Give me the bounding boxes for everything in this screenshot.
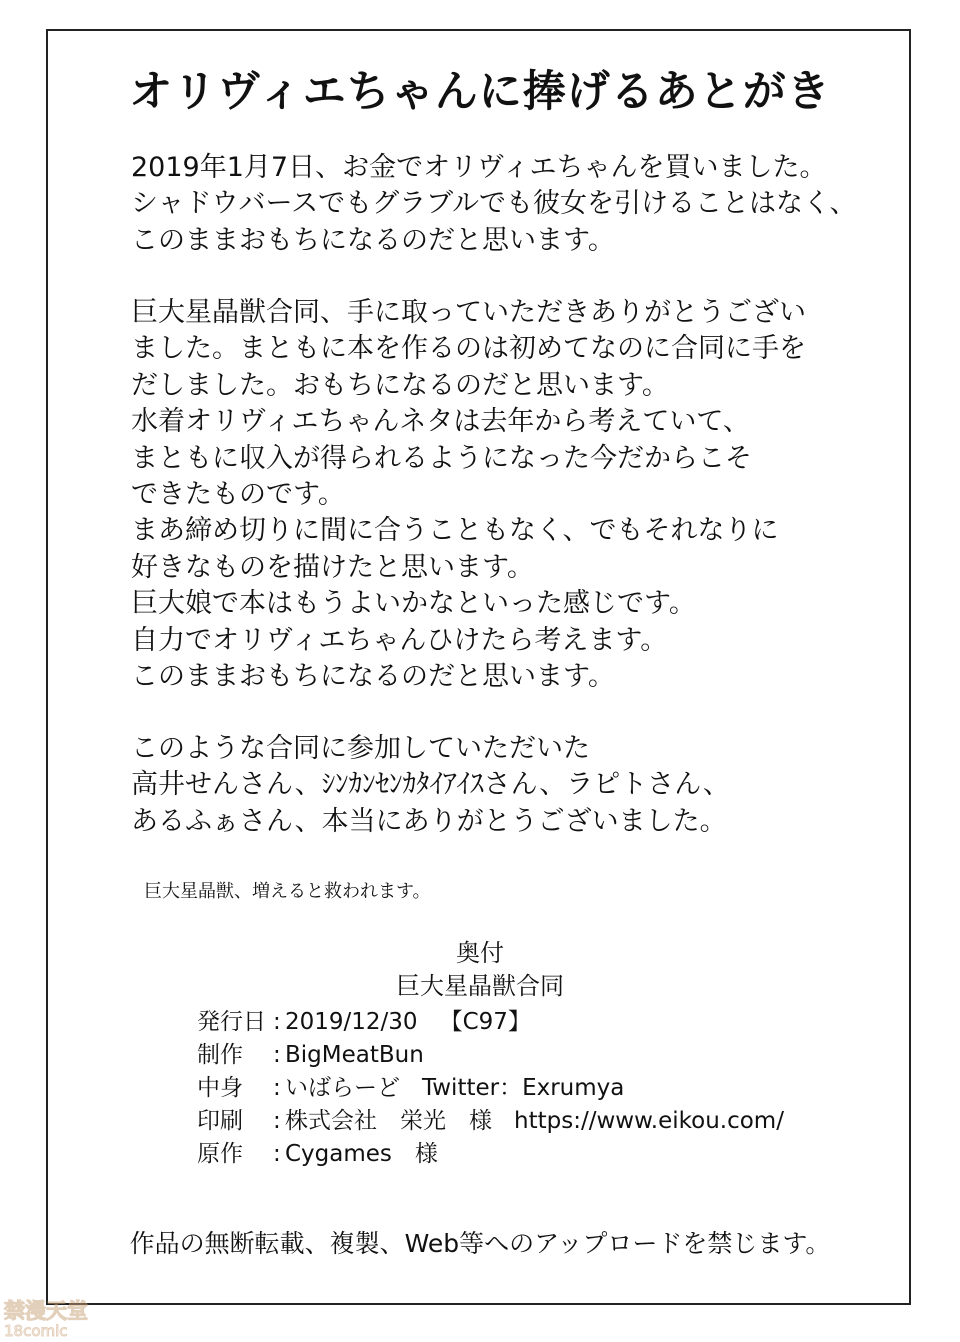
colophon-book-title: 巨大星晶獣合同	[396, 972, 564, 1000]
paragraph-main	[131, 295, 806, 695]
page-title: オリヴィエちゃんに捧げるあとがき	[129, 67, 831, 117]
paragraph-line: 高井せんさん、ｼﾝｶﾝｾﾝｶﾀｲｱｲｽさん、ラピトさん、	[131, 769, 730, 801]
colophon-value: Cygames 様	[285, 1141, 438, 1167]
paragraph-thanks	[131, 731, 730, 840]
watermark-line2: 18comic	[4, 1322, 68, 1340]
colophon-separator: :	[273, 1108, 281, 1134]
colophon-label: 印刷	[197, 1108, 243, 1134]
colophon-label: 発行日	[197, 1009, 266, 1035]
paragraph-line: まともに収入が得られるようになった今だからこそ	[131, 442, 752, 474]
paragraph-line: ました。まともに本を作るのは初めてなのに合同に手を	[131, 333, 806, 365]
colophon-separator: :	[273, 1042, 281, 1068]
colophon-extra: 【C97】	[439, 1009, 531, 1035]
copyright-notice: 作品の無断転載、複製、Web等へのアップロードを禁じます。	[129, 1229, 831, 1258]
paragraph-line: 巨大星晶獣合同、手に取っていただきありがとうござい	[131, 297, 806, 328]
colophon-separator: :	[273, 1141, 281, 1167]
paragraph-line: だしました。おもちになるのだと思います。	[131, 369, 669, 401]
colophon-row-original	[197, 1135, 438, 1168]
colophon-value: 株式会社 栄光 様	[285, 1108, 492, 1134]
colophon-extra: Twitter：Exrumya	[422, 1075, 625, 1101]
paragraph-line: できたものです。	[131, 479, 345, 511]
paragraph-line: このままおもちになるのだと思います。	[131, 224, 615, 256]
colophon-separator: :	[273, 1009, 281, 1035]
paragraph-line: まあ締め切りに間に合うこともなく、でもそれなりに	[131, 515, 779, 547]
colophon-label: 制作	[197, 1042, 243, 1068]
paragraph-intro	[131, 150, 857, 259]
colophon-value: BigMeatBun	[285, 1042, 424, 1068]
paragraph-line: 巨大娘で本はもうよいかなといった感じです。	[131, 588, 696, 620]
side-note: 巨大星晶獣、増えると救われます。	[144, 881, 431, 902]
colophon-separator: :	[273, 1075, 281, 1101]
colophon-value: いばらーど	[285, 1075, 400, 1101]
paragraph-line: あるふぁさん、本当にありがとうございました。	[131, 805, 727, 837]
paragraph-line: 2019年1月7日、お金でオリヴィエちゃんを買いました。	[131, 152, 827, 183]
paragraph-line: 自力でオリヴィエちゃんひけたら考えます。	[131, 624, 668, 656]
paragraph-line: 好きなものを描けたと思います。	[131, 551, 534, 583]
colophon-label: 原作	[197, 1141, 243, 1167]
paragraph-line: シャドウバースでもグラブルでも彼女を引けることはなく、	[131, 188, 857, 220]
colophon-row-content	[197, 1069, 624, 1102]
paragraph-line: 水着オリヴィエちゃんネタは去年から考えていて、	[131, 406, 750, 438]
colophon-value: 2019/12/30	[285, 1009, 418, 1035]
colophon-row-printing	[197, 1102, 784, 1135]
colophon-label: 中身	[197, 1075, 243, 1101]
colophon-heading: 奥付	[456, 939, 504, 967]
watermark-line1: 禁漫天堂	[4, 1299, 88, 1323]
colophon-row-production	[197, 1036, 424, 1069]
colophon-extra: https://www.eikou.com/	[514, 1108, 784, 1134]
colophon-row-date	[197, 1003, 531, 1036]
site-watermark-logo	[2, 1294, 110, 1340]
paragraph-line: このままおもちになるのだと思います。	[131, 661, 615, 693]
paragraph-line: このような合同に参加していただいた	[131, 733, 590, 764]
